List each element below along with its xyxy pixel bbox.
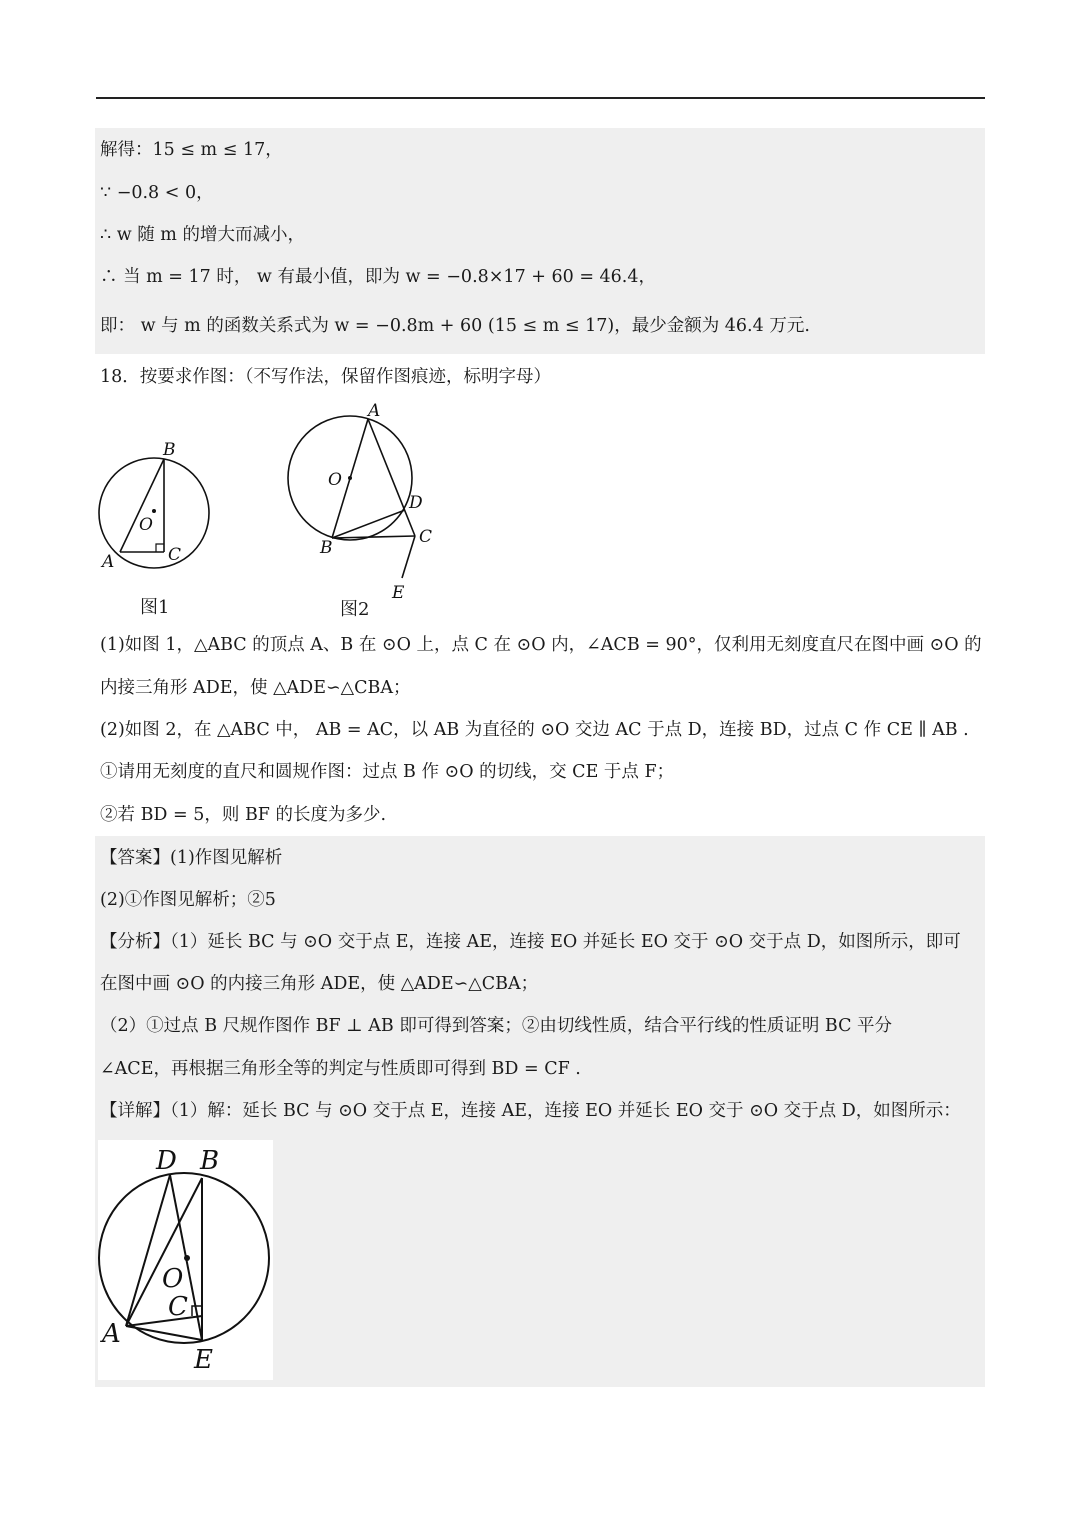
fig2-label-o: O [328,470,342,490]
header-rule [96,97,985,99]
fig2-label-e: E [392,583,405,603]
figure-3 [98,1140,273,1380]
answer-line-1: 【答案】(1)作图见解析 [100,848,283,868]
part1-text-line2: 内接三角形 ADE，使 △ADE∽△CBA； [100,678,411,698]
figure-2 [280,400,450,605]
fig3-label-c: C [168,1292,188,1322]
fig1-label-c: C [168,545,182,565]
part2-text: (2)如图 2，在 △ABC 中， AB = AC，以 AB 为直径的 ⊙O 交边 AC 于点 D，连接 BD，过点 C 作 CE ∥ AB . [100,720,969,740]
fig2-label-d: D [409,493,423,513]
fig1-label-o: O [139,515,153,535]
fig1-label-b: B [163,440,176,460]
part2-sub2: ②若 BD = 5，则 BF 的长度为多少. [100,805,387,825]
solution-line-3: ∴ w 随 m 的增大而减小， [100,225,305,245]
detail-line: 【详解】（1）解：延长 BC 与 ⊙O 交于点 E，连接 AE，连接 EO 并延长 EO 交于 ⊙O 交于点 D，如图所示： [100,1101,961,1121]
analysis-line-1: 【分析】（1）延长 BC 与 ⊙O 交于点 E，连接 AE，连接 EO 并延长 EO 交于 ⊙O 交于点 D，如图所示，即可 [100,932,961,952]
figure-1-caption: 图1 [140,597,170,618]
solution-line-5: 即： w 与 m 的函数关系式为 w = −0.8m + 60 (15 ≤ m ≤ 17)，最少金额为 46.4 万元. [100,316,810,336]
figure-1 [92,435,222,580]
figure-2-caption: 图2 [340,599,370,620]
part2-sub1: ①请用无刻度的直尺和圆规作图：过点 B 作 ⊙O 的切线，交 CE 于点 F； [100,762,675,782]
fig3-label-b: B [200,1146,220,1176]
fig3-label-d: D [156,1146,177,1176]
solution-line-2: ∵ −0.8 < 0， [100,183,214,203]
fig2-label-a: A [368,401,381,421]
solution-line-1: 解得：15 ≤ m ≤ 17， [100,140,283,160]
solution-line-4: ∴ 当 m = 17 时， w 有最小值，即为 w = −0.8×17 + 60 = 46.4， [100,267,657,287]
fig2-label-c: C [419,527,433,547]
analysis-line-2: 在图中画 ⊙O 的内接三角形 ADE，使 △ADE∽△CBA； [100,974,539,994]
analysis-line-3: （2）①过点 B 尺规作图作 BF ⊥ AB 即可得到答案；②由切线性质，结合平行线的性质证明 BC 平分 [100,1016,893,1036]
part1-text-line1: (1)如图 1，△ABC 的顶点 A、B 在 ⊙O 上，点 C 在 ⊙O 内，∠ACB = 90°，仅利用无刻度直尺在图中画 ⊙O 的 [100,635,982,655]
analysis-line-4: ∠ACE，再根据三角形全等的判定与性质即可得到 BD = CF . [100,1059,581,1079]
fig3-label-e: E [194,1345,213,1375]
fig3-label-a: A [102,1319,121,1349]
question-title: 18．按要求作图：（不写作法，保留作图痕迹，标明字母） [100,367,552,387]
fig3-label-o: O [162,1264,184,1294]
fig1-label-a: A [102,552,115,572]
answer-line-2: (2)①作图见解析；②5 [100,890,276,910]
fig2-label-b: B [320,538,333,558]
